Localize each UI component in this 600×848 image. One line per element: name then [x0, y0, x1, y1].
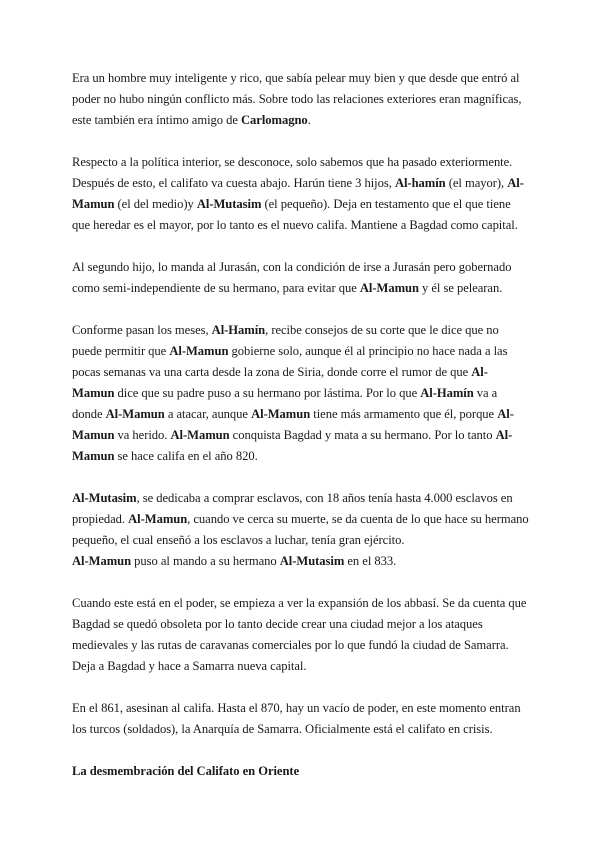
bold-name: Al-Mutasim: [72, 491, 137, 505]
bold-name: Al-Mamun: [169, 344, 229, 358]
bold-name: Al-Mamun: [72, 365, 488, 400]
bold-name: Al-Mamun: [72, 407, 514, 442]
bold-name: Al-Mamun: [170, 428, 230, 442]
bold-name: Al-Mamun: [72, 554, 132, 568]
text-run: (el mayor),: [445, 176, 508, 190]
paragraph: [72, 593, 530, 677]
paragraph: [72, 488, 530, 572]
text-run: gobierne solo, aunque él al principio no hace nada a las pocas semanas va una carta desde la zona de Siria, donde corre el rumor de que: [72, 344, 508, 379]
text-run: Conforme pasan los meses,: [72, 323, 212, 337]
text-run: Respecto a la política interior, se desconoce, solo sabemos que ha pasado exteriormente. Después de esto, el califato va cuesta abajo. Harún tiene 3 hijos,: [72, 155, 513, 190]
text-run: .: [307, 113, 311, 127]
document-body: [72, 68, 530, 782]
text-run: se hace califa en el año 820.: [114, 449, 258, 463]
bold-name: Carlomagno: [241, 113, 308, 127]
paragraph: [72, 257, 530, 299]
text-run: va herido.: [114, 428, 171, 442]
text-run: va a donde: [72, 386, 498, 421]
bold-name: Al-Mutasim: [279, 554, 345, 568]
bold-name: Al-Mamun: [128, 512, 188, 526]
text-run: Cuando este está en el poder, se empieza a ver la expansión de los abbasí. Se da cuenta que Bagdad se quedó obsoleta por lo tanto decide crear una ciudad mejor a los ataques medievales y las rutas de caravanas comerciales por lo que fundó la ciudad de Samarra. Deja a Bagdad y hace a Samarra nueva capital.: [72, 596, 527, 673]
bold-name: Al-Mutasim: [196, 197, 262, 211]
text-run: En el 861, asesinan al califa. Hasta el 870, hay un vacío de poder, en este momento entran los turcos (soldados), la Anarquía de Samarra. Oficialmente está el califato en crisis.: [72, 701, 521, 736]
bold-name: Al-Mamun: [251, 407, 311, 421]
text-run: puso al mando a su hermano: [131, 554, 280, 568]
paragraph: [72, 152, 530, 236]
bold-name: Al-Mamun: [359, 281, 419, 295]
bold-name: Al-Mamun: [105, 407, 165, 421]
text-run: Era un hombre muy inteligente y rico, que sabía pelear muy bien y que desde que entró al poder no hubo ningún conflicto más. Sobre todo las relaciones exteriores eran magníficas, este también era íntimo amigo de: [72, 71, 522, 127]
text-run: y él se pelearan.: [418, 281, 503, 295]
text-run: tiene más armamento que él, porque: [310, 407, 498, 421]
paragraph: [72, 68, 530, 131]
bold-name: Al-Hamín: [420, 386, 474, 400]
bold-name: Al-Mamun: [72, 176, 524, 211]
paragraph-container: [72, 68, 530, 740]
text-run: , cuando ve cerca su muerte, se da cuenta de lo que hace su hermano pequeño, el cual enseñó a los esclavos a luchar, tenía gran ejército.: [72, 512, 529, 547]
section-heading: La desmembración del Califato en Oriente: [72, 764, 300, 778]
text-run: , recibe consejos de su corte que le dice que no puede permitir que: [72, 323, 499, 358]
bold-name: Al-Mamun: [72, 428, 513, 463]
text-run: (el del medio)y: [114, 197, 197, 211]
text-run: Al segundo hijo, lo manda al Jurasán, con la condición de irse a Jurasán pero gobernado como semi-independiente de su hermano, para evitar que: [72, 260, 512, 295]
bold-name: Al-Hamín: [211, 323, 266, 337]
text-run: conquista Bagdad y mata a su hermano. Por lo tanto: [229, 428, 496, 442]
paragraph: [72, 320, 530, 467]
text-run: a atacar, aunque: [164, 407, 252, 421]
paragraph: [72, 698, 530, 740]
text-run: en el 833.: [344, 554, 397, 568]
text-run: , se dedicaba a comprar esclavos, con 18 años tenía hasta 4.000 esclavos en propiedad.: [72, 491, 513, 526]
bold-name: Al-hamín: [394, 176, 446, 190]
text-run: dice que su padre puso a su hermano por lástima. Por lo que: [114, 386, 421, 400]
text-run: (el pequeño). Deja en testamento que el que tiene que heredar es el mayor, por lo tanto es el nuevo califa. Mantiene a Bagdad como capital.: [72, 197, 518, 232]
